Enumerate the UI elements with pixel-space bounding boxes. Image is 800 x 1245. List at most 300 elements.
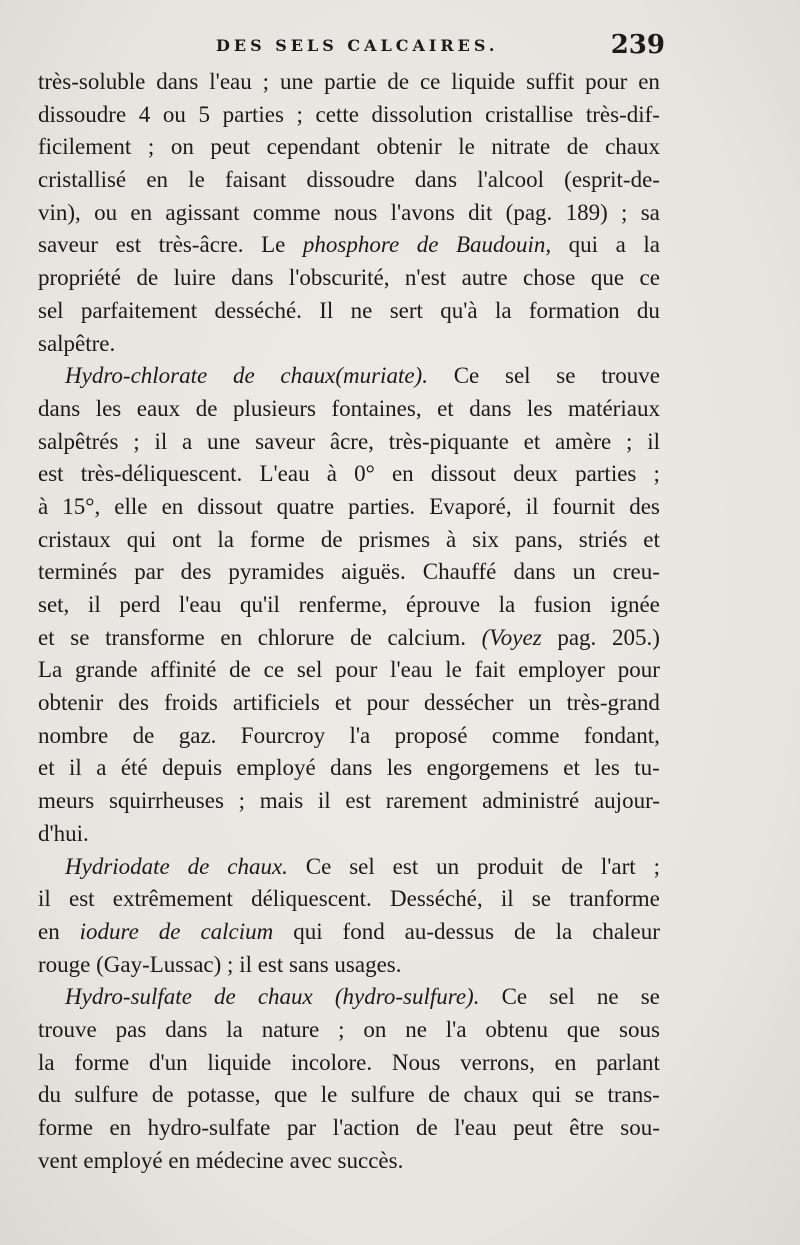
word: Hydro-chlorate	[65, 363, 208, 389]
word: a	[96, 755, 107, 781]
word: et	[563, 755, 580, 781]
word: fait	[474, 657, 506, 683]
text-line	[38, 328, 660, 361]
text-line	[38, 851, 660, 884]
word: dissout	[430, 461, 497, 487]
word: Evaporé,	[429, 493, 512, 519]
word: très-âcre.	[158, 232, 244, 258]
word: ce	[263, 657, 285, 683]
word: perd	[119, 592, 161, 617]
word: sel	[549, 984, 575, 1010]
text-line	[38, 1145, 660, 1178]
word: ont	[172, 526, 202, 552]
word: nous	[333, 199, 378, 225]
word: que	[274, 1082, 308, 1108]
word: grande	[75, 657, 138, 683]
word: sert	[389, 297, 423, 323]
word: ou	[94, 199, 118, 225]
word: Fourcroy	[240, 722, 326, 748]
word: Baudouin,	[455, 232, 552, 258]
word: faisant	[225, 167, 287, 193]
word: et	[437, 395, 454, 421]
word: ne	[596, 984, 619, 1010]
word: de	[415, 1115, 438, 1140]
body-text	[38, 66, 660, 1177]
word: se	[574, 1082, 594, 1108]
word: l'avons	[390, 199, 455, 225]
word: dit	[468, 199, 493, 225]
word: sans	[289, 951, 335, 977]
word: tu-	[634, 755, 660, 781]
word: forme	[249, 526, 305, 552]
word: potasse,	[187, 1082, 261, 1108]
text-line	[38, 752, 660, 785]
word: il	[317, 788, 331, 814]
word: parlant	[596, 1049, 660, 1075]
word: qui	[293, 918, 323, 944]
word: de	[132, 722, 155, 748]
text-line	[38, 524, 660, 557]
word: chose	[523, 265, 576, 291]
word: comme	[252, 199, 321, 225]
word: artificiels	[232, 690, 320, 716]
word: (Gay-Lussac)	[96, 951, 228, 977]
word: forme	[74, 1049, 130, 1075]
word: affinité	[150, 657, 217, 683]
word: 205.)	[611, 624, 660, 650]
word: matériaux	[567, 395, 660, 421]
text-line	[38, 720, 660, 753]
word: en	[220, 624, 243, 650]
word: (esprit-de-	[564, 167, 660, 193]
word: de	[320, 526, 343, 552]
word: il	[154, 428, 168, 454]
word: une	[207, 428, 241, 454]
word: on	[363, 1016, 387, 1042]
word: Ce	[453, 363, 480, 389]
word: cristaux	[38, 526, 111, 552]
word: âcre,	[329, 428, 374, 454]
word: ;	[227, 951, 240, 977]
word: est	[392, 853, 419, 879]
word: chaux	[257, 984, 313, 1010]
word: il	[87, 592, 101, 617]
word: produit	[476, 853, 544, 879]
word: dans	[414, 167, 458, 193]
word: pour	[585, 69, 628, 94]
word: la	[643, 232, 660, 258]
word: se	[531, 886, 551, 912]
word: terminés	[38, 559, 118, 585]
text-line	[38, 426, 660, 459]
word: liquide	[451, 69, 516, 94]
word: l'a	[349, 722, 371, 748]
word: en	[638, 69, 660, 94]
text-line	[38, 981, 660, 1014]
word: au-dessus	[404, 918, 495, 944]
word: se	[640, 984, 660, 1010]
text-line	[38, 99, 660, 132]
word: Ce	[305, 853, 332, 879]
word: de	[428, 1082, 450, 1108]
text-line	[38, 164, 660, 197]
word: employé	[83, 1147, 169, 1173]
word: dans	[231, 265, 274, 291]
text-line	[38, 556, 660, 589]
word: de	[158, 918, 181, 944]
word: sel	[505, 363, 531, 389]
word: administré	[482, 788, 580, 814]
word: ;	[626, 428, 633, 454]
word: fontaines,	[331, 395, 422, 421]
word: tranforme	[569, 886, 660, 912]
word: formation	[528, 297, 620, 323]
word: avec	[289, 1147, 338, 1173]
word: Hydriodate	[65, 853, 170, 879]
word: aujour-	[593, 788, 660, 814]
word: la	[226, 1016, 243, 1042]
word: très-soluble	[38, 69, 146, 94]
word: froids	[164, 690, 218, 716]
word: les	[526, 395, 553, 421]
word: trouve	[38, 1016, 97, 1042]
word: sel	[296, 657, 323, 683]
word: de	[561, 853, 584, 879]
word: vin),	[38, 199, 81, 225]
word: usages.	[334, 951, 402, 977]
word: proposé	[394, 722, 468, 748]
word: à	[326, 461, 337, 487]
word: nitrate	[491, 134, 551, 160]
word: on	[170, 134, 194, 160]
word: il	[525, 493, 539, 519]
word: trans-	[607, 1082, 660, 1108]
word: Chauffé	[422, 559, 497, 585]
word: l'art	[600, 853, 636, 879]
word: déliquescent.	[251, 886, 372, 912]
word: de	[214, 984, 236, 1010]
word: un	[572, 559, 596, 585]
word: est	[38, 461, 64, 487]
word: ou	[162, 101, 186, 127]
word: transforme	[105, 624, 205, 650]
word: la	[555, 918, 573, 944]
word: six	[472, 526, 499, 552]
word: suffit	[526, 69, 575, 94]
text-line	[38, 131, 660, 164]
word: de	[387, 69, 410, 94]
word: a	[615, 232, 626, 258]
word: agissant	[165, 199, 240, 225]
word: la	[498, 592, 516, 617]
word: pas	[115, 1016, 147, 1042]
word: un	[528, 690, 552, 716]
word: calcium.	[387, 624, 466, 650]
word: l'alcool	[477, 167, 544, 193]
word: deux	[513, 461, 558, 487]
word: engorgemens	[426, 755, 549, 781]
word: 15°,	[62, 493, 101, 519]
word: chaux	[463, 1082, 519, 1108]
word: Il	[319, 297, 334, 323]
word: parties.	[348, 493, 416, 519]
word: un	[436, 853, 460, 879]
word: cristallise	[485, 101, 574, 127]
word: meurs	[38, 788, 95, 814]
word: qui	[126, 526, 157, 552]
word: de	[136, 265, 159, 291]
word: sa	[640, 199, 660, 225]
word: ne	[350, 297, 373, 323]
word: dissout	[197, 493, 263, 519]
word: le	[320, 1082, 338, 1108]
word: chlorure	[257, 624, 335, 650]
word: à	[445, 526, 457, 552]
word: aiguës.	[341, 559, 406, 585]
word: gaz.	[178, 722, 217, 748]
word: liquide	[207, 1049, 272, 1075]
running-head: DES SELS CALCAIRES.	[216, 36, 499, 55]
word: qui	[531, 1082, 562, 1108]
word: en	[168, 1147, 196, 1173]
word: dans	[38, 395, 81, 421]
text-line	[38, 197, 660, 230]
word: fournit	[552, 493, 616, 519]
word: peut	[210, 134, 251, 160]
word: médecine	[195, 1147, 290, 1173]
word: en	[130, 199, 153, 225]
text-line	[38, 262, 660, 295]
word: les	[594, 755, 620, 781]
word: luire	[173, 265, 216, 291]
word: renferme,	[298, 592, 388, 617]
word: ficilement	[38, 134, 132, 160]
word: squirrheuses	[108, 788, 224, 814]
word: Le	[261, 232, 286, 258]
word: la	[494, 297, 512, 323]
word: en	[161, 493, 184, 519]
word: dissoudre	[306, 167, 395, 193]
word: partie	[324, 69, 377, 94]
word: depuis	[162, 755, 223, 781]
word: ;	[147, 134, 155, 160]
word: l'eau	[454, 1115, 497, 1140]
word: saveur	[255, 428, 316, 454]
word: des	[180, 559, 212, 585]
text-line	[38, 1079, 660, 1112]
text-line	[38, 66, 660, 99]
page-number: 239	[610, 30, 665, 60]
word: sous	[619, 1016, 660, 1042]
word: dessécher	[423, 690, 514, 716]
word: incolore.	[291, 1049, 373, 1075]
word: très-dif-	[585, 101, 660, 127]
word: sel	[349, 853, 375, 879]
text-line	[38, 393, 660, 426]
word: du	[38, 1082, 61, 1108]
word: il	[239, 951, 258, 977]
word: en	[391, 461, 414, 487]
text-line	[38, 687, 660, 720]
word: et	[643, 526, 660, 552]
word: iodure	[79, 918, 139, 944]
text-line	[38, 949, 660, 982]
word: Desséché,	[390, 886, 483, 912]
word: ;	[238, 788, 246, 814]
text-line	[38, 229, 660, 262]
word: dans	[165, 1016, 208, 1042]
word: 5	[198, 101, 210, 127]
word: employé	[236, 755, 316, 781]
word: saveur	[38, 232, 99, 258]
word: sel	[38, 297, 64, 323]
word: et	[334, 690, 352, 716]
word: le	[188, 167, 205, 193]
word: salpêtre.	[38, 330, 116, 356]
word: une	[279, 69, 314, 94]
word: cristallisé	[38, 167, 127, 193]
word: des	[629, 493, 660, 519]
word: du	[636, 297, 660, 323]
word: quatre	[276, 493, 335, 519]
word: éprouve	[405, 592, 481, 617]
word: et	[38, 624, 55, 650]
word: ;	[338, 1016, 345, 1042]
word: de	[566, 134, 589, 160]
word: qu'il	[239, 592, 280, 617]
word: sulfure	[350, 1082, 415, 1108]
word: de	[416, 232, 439, 258]
word: cependant	[266, 134, 360, 160]
word: dissoudre	[38, 101, 127, 127]
word: pyramides	[228, 559, 325, 585]
word: rarement	[385, 788, 468, 814]
word: mais	[259, 788, 304, 814]
word: dans	[513, 559, 556, 585]
text-line	[38, 1047, 660, 1080]
text-line	[38, 360, 660, 393]
word: est	[69, 886, 95, 912]
word: par	[134, 559, 164, 585]
word: (Voyez	[481, 624, 542, 650]
word: trouve	[601, 363, 660, 389]
word: nombre	[38, 722, 109, 748]
word: pag.	[557, 624, 597, 650]
word: en	[109, 1115, 132, 1140]
word: dans	[156, 69, 199, 94]
word: se	[70, 624, 90, 650]
word: pour	[617, 657, 660, 683]
word: ;	[296, 101, 303, 127]
word: nature	[261, 1016, 320, 1042]
word: de	[187, 853, 210, 879]
word: de	[151, 1082, 174, 1108]
word: autre	[461, 265, 508, 291]
word: parfaitement	[80, 297, 198, 323]
word: cette	[315, 101, 359, 127]
word: ce	[639, 265, 660, 291]
word: desséché.	[214, 297, 302, 323]
word: employer	[518, 657, 605, 683]
word: été	[120, 755, 148, 781]
word: et	[38, 755, 55, 781]
word: L'eau	[259, 461, 310, 487]
word: ;	[653, 853, 660, 879]
word: dans	[330, 755, 373, 781]
word: propriété	[38, 265, 122, 291]
word: forme	[38, 1115, 93, 1140]
word: en	[554, 1049, 577, 1075]
word: ;	[262, 69, 270, 94]
word: est	[257, 951, 290, 977]
text-line	[38, 458, 660, 491]
word: pour	[366, 690, 409, 716]
text-line	[38, 491, 660, 524]
text-line	[38, 589, 660, 622]
text-line	[38, 916, 660, 949]
word: l'action	[332, 1115, 400, 1140]
word: l'eau	[209, 69, 252, 94]
word: extrêmement	[112, 886, 233, 912]
word: 0°	[354, 461, 375, 487]
word: ignée	[610, 592, 660, 617]
page-header	[40, 30, 665, 64]
word: a	[182, 428, 193, 454]
word: 4	[138, 101, 151, 127]
word: parties	[222, 101, 284, 127]
word: (pag.	[505, 199, 553, 225]
word: obtenu	[485, 1016, 549, 1042]
word: verrons,	[460, 1049, 535, 1075]
text-line	[38, 622, 660, 655]
word: par	[286, 1115, 317, 1140]
word: fondant,	[583, 722, 660, 748]
word: le	[445, 657, 462, 683]
word: l'obscurité,	[288, 265, 390, 291]
word: hydro-sulfate	[147, 1115, 271, 1140]
word: succès.	[337, 1147, 404, 1173]
word: 189)	[565, 199, 608, 225]
word: il	[38, 886, 51, 912]
text-line	[38, 295, 660, 328]
word: prismes	[358, 526, 431, 552]
word: sulfure	[74, 1082, 139, 1108]
word: parties	[575, 461, 637, 487]
word: très-déliquescent.	[80, 461, 243, 487]
word: creu-	[612, 559, 660, 585]
word: chaux	[605, 134, 660, 160]
word: fond	[342, 918, 385, 944]
word: il	[647, 428, 660, 454]
word: n'est	[404, 265, 447, 291]
word: ;	[133, 428, 140, 454]
word: ;	[621, 199, 628, 225]
word: obtenir	[376, 134, 442, 160]
word: chaleur	[592, 918, 660, 944]
word: elle	[114, 493, 148, 519]
word: Nous	[391, 1049, 441, 1075]
word: à	[38, 493, 49, 519]
word: il	[500, 886, 514, 912]
word: pans,	[514, 526, 563, 552]
word: très-grand	[566, 690, 660, 716]
word: il	[69, 755, 82, 781]
word: comme	[491, 722, 560, 748]
text-line	[38, 654, 660, 687]
word: et	[523, 428, 541, 454]
word: les	[386, 755, 413, 781]
word: set,	[38, 592, 70, 617]
